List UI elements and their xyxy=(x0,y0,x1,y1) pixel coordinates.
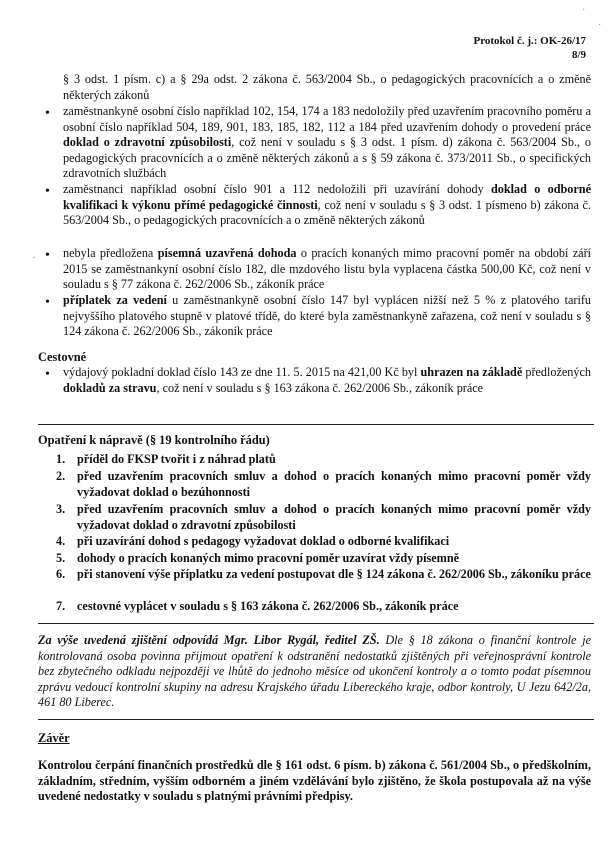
bullet-icon: • xyxy=(45,106,50,121)
measure-item: před uzavřením pracovních smluv a dohod o pracích konaných mimo pracovní poměr vždy vyžadovat doklad o bezúhonnosti xyxy=(77,469,591,499)
protocol-number: Protokol č. j.: OK-26/17 xyxy=(473,35,586,47)
scan-mark: · xyxy=(582,5,586,16)
scan-mark: · xyxy=(598,20,602,31)
scan-mark: . xyxy=(33,250,36,261)
section-divider xyxy=(38,719,594,720)
measure-number: 5. xyxy=(56,551,66,565)
measure-number: 3. xyxy=(56,502,66,516)
finding-written-agreement: nebyla předložena písemná uzavřená dohoda o pracích konaných mimo pracovní poměr na období září 2015 se zaměstnankyní osobní číslo 182, dle mzdového listu byla vyplacena částka 500,00 Kč, což není v souladu s § 77 zákona č. 262/2006 Sb., zákoník práce xyxy=(63,246,592,292)
measure-item: před uzavřením pracovních smluv a dohod o pracích konaných mimo pracovní poměr vždy vyžadovat doklad o zdravotní způsobilosti xyxy=(77,502,591,532)
measure-item: při uzavírání dohod s pedagogy vyžadovat doklad o odborné kvalifikaci xyxy=(77,534,450,548)
conclusion-text: Kontrolou čerpání finančních prostředků dle § 161 odst. 6 písm. b) zákona č. 561/2004 Sb., o předškolním, základním, středním, vyšším odborném a jiném vzdělávání bylo zjištěno, že škola postupovala až na výše uvedené nedostatky v souladu s platnými právními předpisy. xyxy=(38,758,591,804)
section-divider xyxy=(38,424,594,425)
measure-number: 7. xyxy=(56,599,66,613)
bullet-icon: • xyxy=(45,184,50,199)
section-heading-cestovne: Cestovné xyxy=(38,350,87,364)
section-heading-remedial-measures: Opatření k nápravě (§ 19 kontrolního řádu) xyxy=(38,433,270,447)
finding-qualification: zaměstnanci například osobní číslo 901 a 112 nedoložili při uzavírání dohody doklad o odborné kvalifikaci k výkonu přímé pedagogické činnosti, což není v souladu s § 3 odst. 1 písmeno b) zákona č. 563/2004 Sb., o pedagogických pracovnících a o změně některých zákonů xyxy=(63,182,591,228)
measure-item: při stanovení výše příplatku za vedení postupovat dle § 124 zákona č. 262/2006 Sb., zákoníku práce xyxy=(77,567,591,581)
measure-item: dohody o pracích konaných mimo pracovní poměr uzavírat vždy písemně xyxy=(77,551,460,565)
measure-item: příděl do FKSP tvořit i z náhrad platů xyxy=(77,452,276,466)
responsibility-statement: Za výše uvedená zjištění odpovídá Mgr. Libor Rygál, ředitel ZŠ. Dle § 18 zákona o finanční kontrole je kontrolovaná osoba povinna přijmout opatření k odstranění nedostatků zjištěných při veřejnosprávní kontrole bez zbytečného odkladu nejpozději ve lhůtě do jednoho měsíce od ukončení kontroly a o tomto podat písemnou zprávu vedoucí kontrolní skupiny na adresu Krajského úřadu Libereckého kraje, odbor kontroly, U Jezu 642/2a, 461 80 Liberec. xyxy=(38,633,592,710)
bullet-icon: • xyxy=(45,248,50,263)
finding-management-bonus: příplatek za vedení u zaměstnankyně osobní číslo 147 byl vyplácen nižší než 5 % z platového tarifu nejvyššího platového stupně v platové třídě, do které byla zaměstnankyně zařazena, což není v souladu s § 124 zákona č. 262/2006 Sb., zákoník práce xyxy=(63,293,592,339)
section-heading-conclusion: Závěr xyxy=(38,731,70,745)
section-divider xyxy=(38,623,594,624)
page-number: 8/9 xyxy=(571,49,586,61)
measure-number: 4. xyxy=(56,534,66,548)
measure-number: 6. xyxy=(56,567,66,581)
measure-number: 1. xyxy=(56,452,66,466)
bullet-icon: • xyxy=(45,367,50,382)
page-header xyxy=(473,34,586,62)
finding-health-certificate: zaměstnankyně osobní číslo například 102, 154, 174 a 183 nedoložily před uzavřením pracovního poměru a osobní číslo například 504, 189, 901, 183, 185, 182, 112 a 184 před uzavřením dohody o provedení práce doklad o zdravotní způsobilosti, což není v souladu s § 3 odst. 1 písm. d) zákona č. 563/2004 Sb., o pedagogických pracovnících a o změně některých zákonů a s § 59 zákona č. 373/2011 Sb., o specifických zdravotních službách xyxy=(63,104,591,181)
bullet-icon: • xyxy=(45,295,50,310)
measure-number: 2. xyxy=(56,469,66,483)
list-continuation: § 3 odst. 1 písm. c) a § 29a odst. 2 zákona č. 563/2004 Sb., o pedagogických pracovnících a o změně některých zákonů xyxy=(63,72,591,102)
measure-item: cestovné vyplácet v souladu s § 163 zákona č. 262/2006 Sb., zákoník práce xyxy=(77,599,459,613)
finding-travel-expenses: výdajový pokladní doklad číslo 143 ze dne 11. 5. 2015 na 421,00 Kč byl uhrazen na základě předložených dokladů za stravu, což není v souladu s § 163 zákona č. 262/2006 Sb., zákoník práce xyxy=(63,365,591,395)
